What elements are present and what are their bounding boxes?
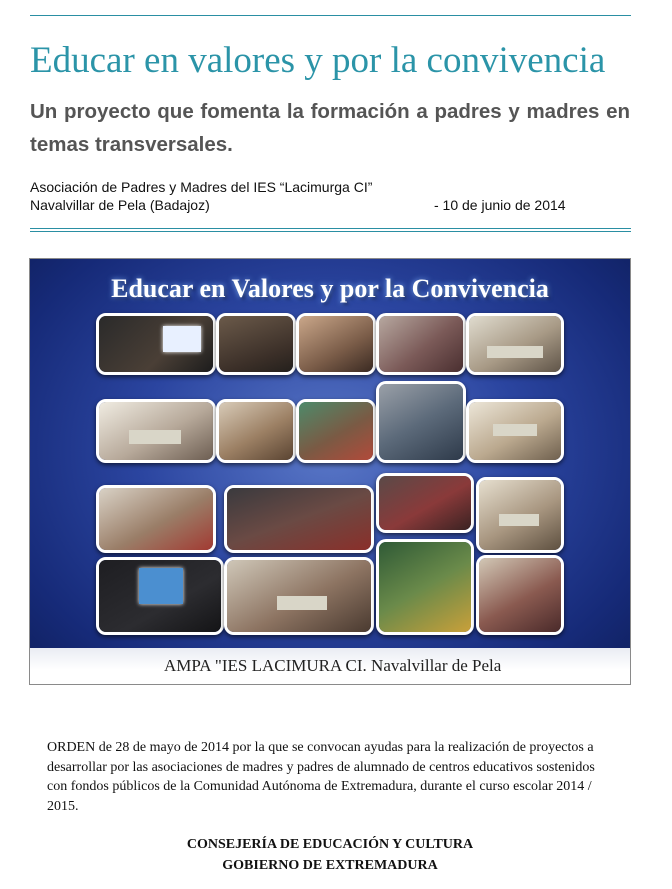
photo-library-session [96,485,216,553]
photo-children-floor [376,539,474,635]
header-divider-upper [30,228,631,229]
photo-classroom-audience [216,313,296,375]
photo-workshop-circle [96,399,216,463]
photo-room-projection [296,313,376,375]
top-divider [30,15,631,16]
photo-theatre-seats [376,473,474,533]
poster-footer-band [30,648,630,684]
document-title: Educar en valores y por la convivencia [30,40,606,81]
organization-location: Navalvillar de Pela (Badajoz) [30,197,210,213]
publication-date: - 10 de junio de 2014 [434,197,566,213]
footer-government: GOBIERNO DE EXTREMADURA [222,858,438,873]
photo-audience-chairs [476,555,564,635]
photo-round-table [476,477,564,553]
poster-banner-title: Educar en Valores y por la Convivencia [111,274,549,303]
photo-projection-screen [96,557,224,635]
photo-presenter-standing [216,399,296,463]
photo-classroom-tables [466,399,564,463]
document-subtitle: Un proyecto que fomenta la formación a padres y madres en temas transversales. [30,100,630,156]
photo-meeting-table [466,313,564,375]
photo-speaker-projector [96,313,216,375]
organization-name: Asociación de Padres y Madres del IES “Lacimurga CI” [30,179,373,195]
footer-ministry: CONSEJERÍA DE EDUCACIÓN Y CULTURA [186,837,474,852]
order-paragraph: ORDEN de 28 de mayo de 2014 por la que se convocan ayudas para la realización de proyectos a desarrollar por las asociaciones de madres y padres de alumnado de centros educativos sostenidos con fondos públicos de la Comunidad Autónoma de Extremadura, durante el curso escolar 2014 / 2015. [47,740,595,814]
photo-floor-activity [376,381,466,463]
poster-image [29,258,631,685]
photo-hall-audience [224,485,374,553]
header-divider-lower [30,231,631,232]
poster-footer-caption: AMPA "IES LACIMURA CI. Navalvillar de Pela [164,656,502,675]
photo-seated-discussion [296,399,376,463]
photo-parents-group [376,313,466,375]
photo-group-table [224,557,374,635]
